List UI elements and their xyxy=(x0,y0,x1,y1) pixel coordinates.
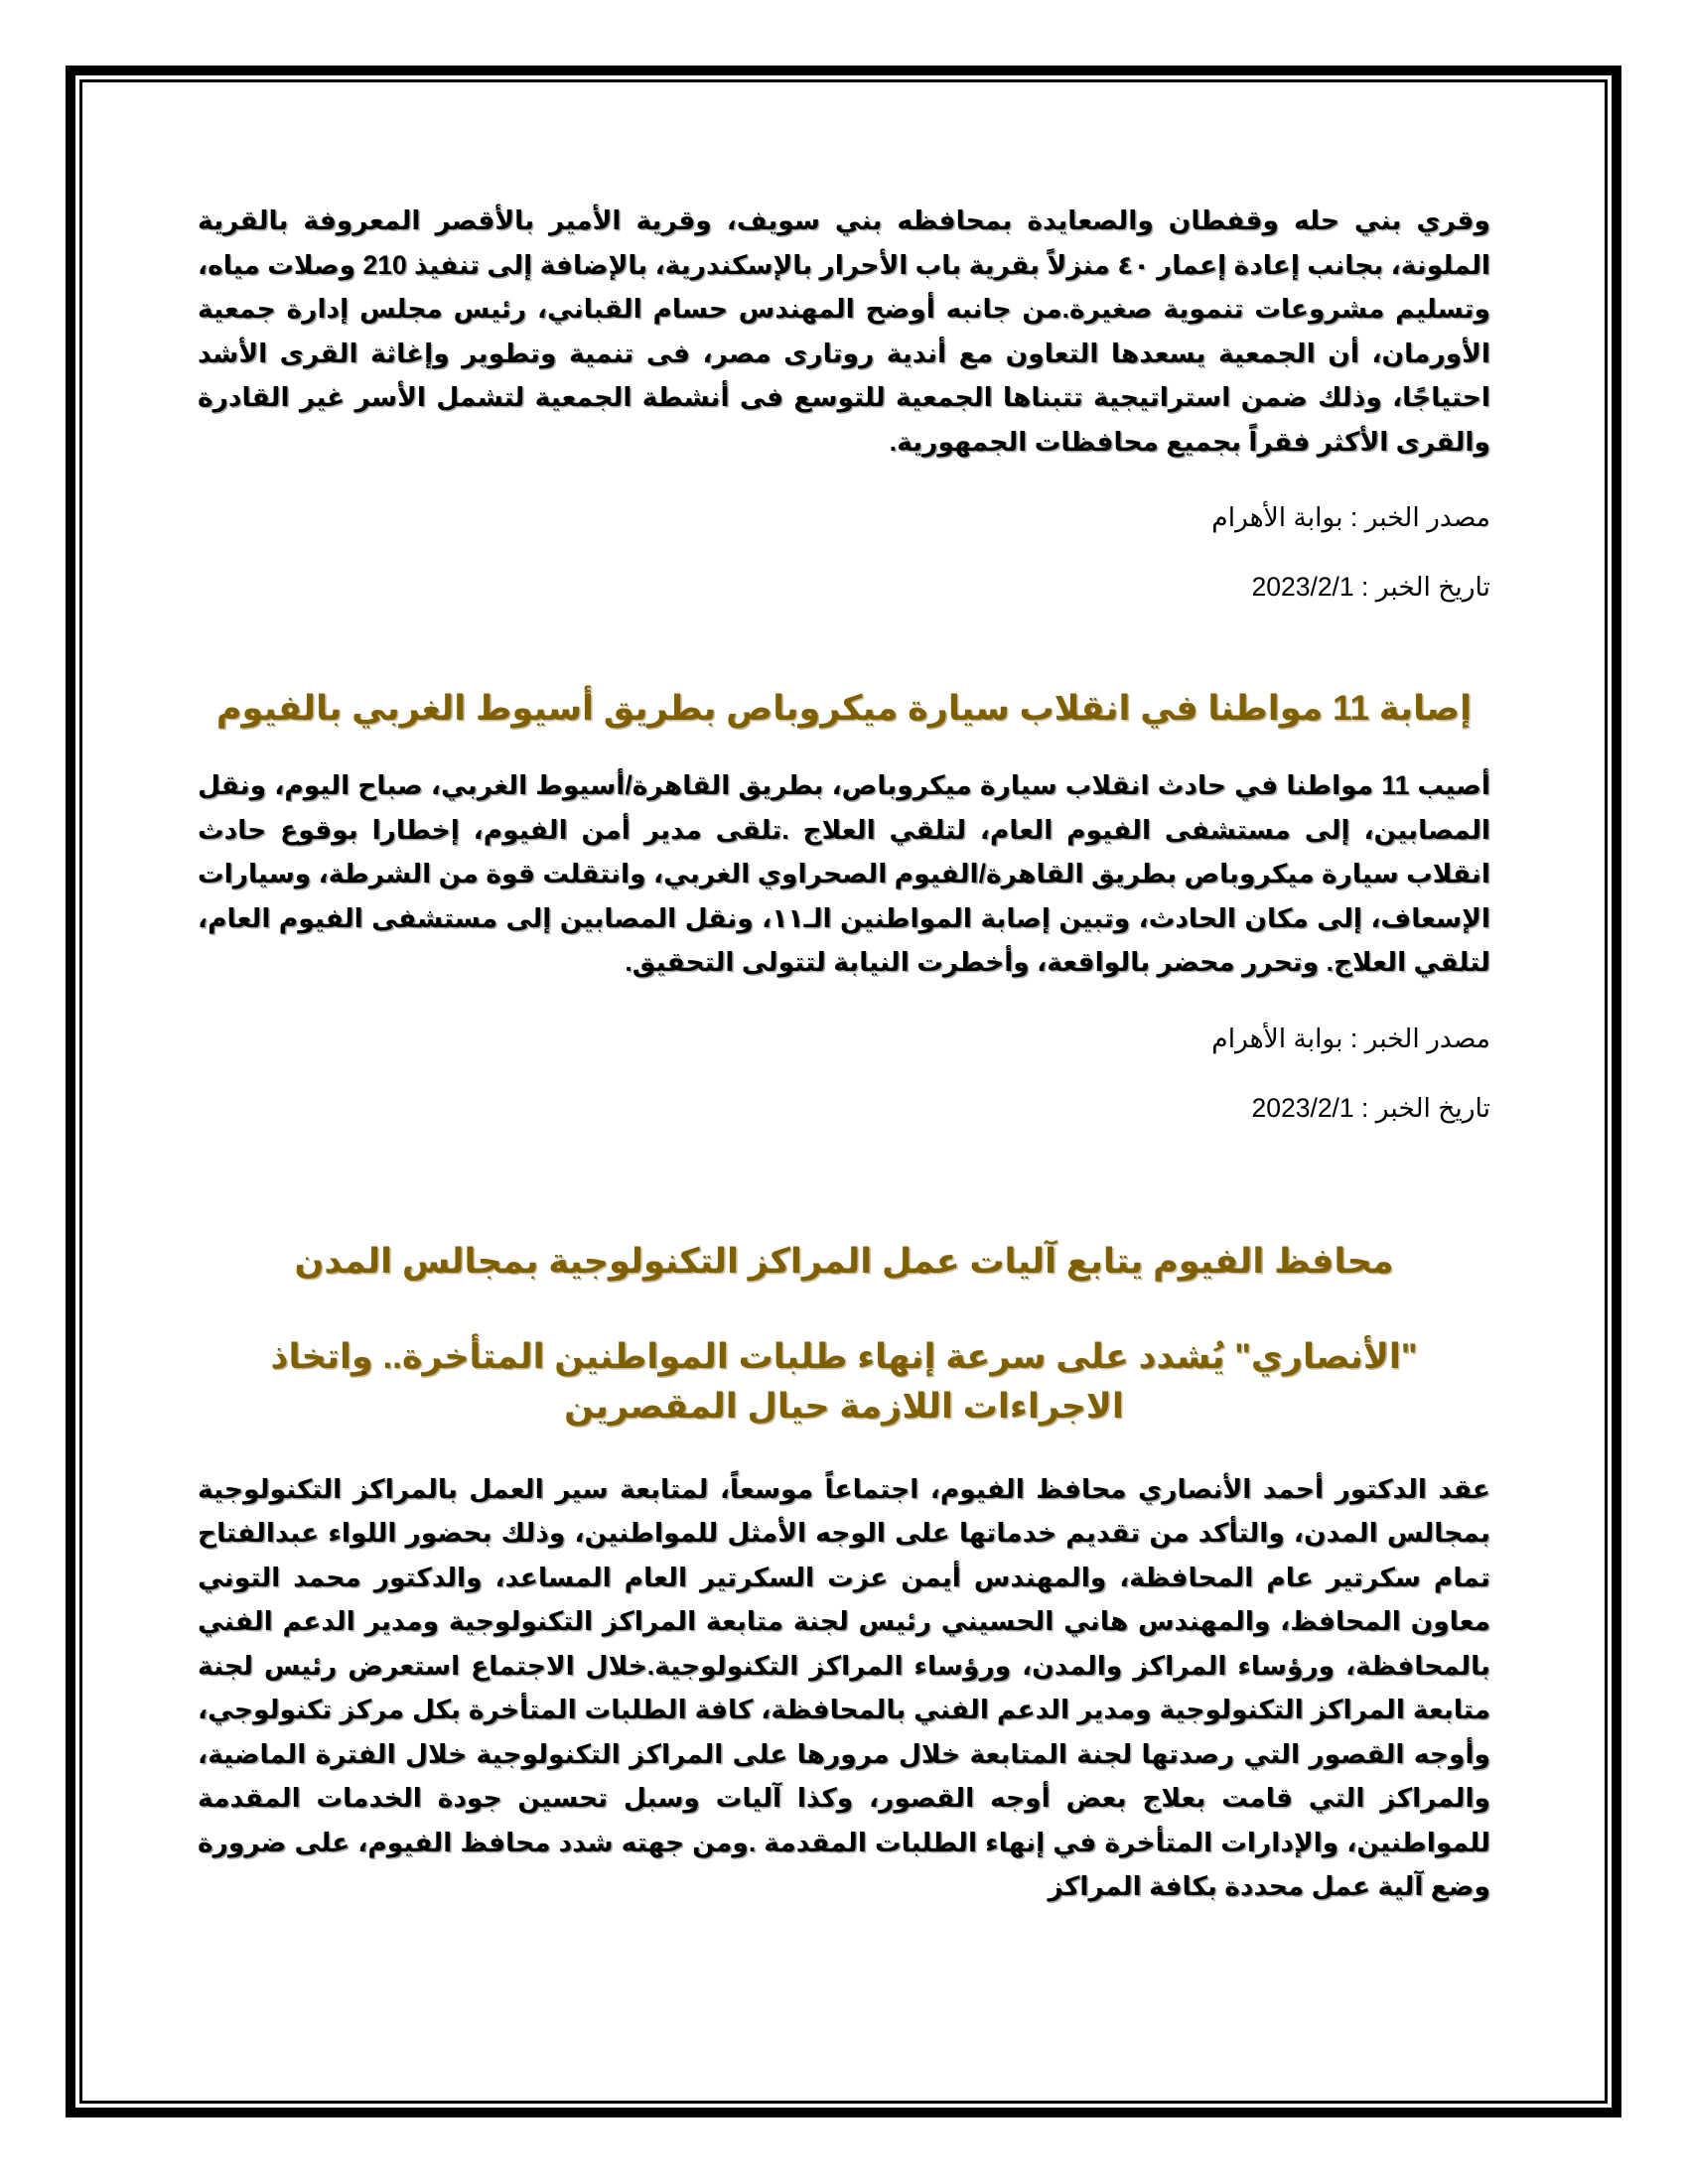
article-1-source: مصدر الخبر : بوابة الأهرام xyxy=(1211,502,1490,532)
article-2-source: مصدر الخبر : بوابة الأهرام xyxy=(1211,1023,1490,1053)
article-3-subheadline: "الأنصاري" يُشدد على سرعة إنهاء طلبات المواطنين المتأخرة.. واتخاذ الاجراءات اللازمة حيال المقصرين xyxy=(270,1336,1418,1426)
article-1-paragraph: وقري بني حله وقفطان والصعايدة بمحافظه بني سويف، وقرية الأمير بالأقصر المعروفة بالقرية الملونة، بجانب إعادة إعمار ٤٠ منزلاً بقرية باب الأحرار بالإسكندرية، بالإضافة إلى تنفيذ 210 وصلات مياه، وتسليم مشروعات تنموية صغيرة.من جانبه أوضح المهندس حسام القباني، رئيس مجلس إدارة جمعية الأورمان، أن الجمعية يسعدها التعاون مع أندية روتارى مصر، فى تنمية وتطوير وإغاثة القرى الأشد احتياجًا، وذلك ضمن استراتيجية تتبناها الجمعية للتوسع فى أنشطة الجمعية لتشمل الأسر غير القادرة والقرى الأكثر فقراً بجميع محافظات الجمهورية. xyxy=(198,205,1490,457)
article-3 xyxy=(198,1237,1490,1909)
document-content xyxy=(198,199,1490,1909)
article-3-paragraph: عقد الدكتور أحمد الأنصاري محافظ الفيوم، اجتماعاً موسعاً، لمتابعة سير العمل بالمراكز التكنولوجية بمجالس المدن، والتأكد من تقديم خدماتها على الوجه الأمثل للمواطنين، وذلك بحضور اللواء عبدالفتاح تمام سكرتير عام المحافظة، والمهندس أيمن عزت السكرتير العام المساعد، والدكتور محمد التوني معاون المحافظ، والمهندس هاني الحسيني رئيس لجنة متابعة المراكز التكنولوجية ومدير الدعم الفني بالمحافظة، ورؤساء المراكز والمدن، ورؤساء المراكز التكنولوجية.خلال الاجتماع استعرض رئيس لجنة متابعة المراكز التكنولوجية ومدير الدعم الفني بالمحافظة، كافة الطلبات المتأخرة بكل مركز تكنولوجي، وأوجه القصور التي رصدتها لجنة المتابعة خلال مرورها على المراكز التكنولوجية خلال الفترة الماضية، والمراكز التي قامت بعلاج بعض أوجه القصور، وكذا آليات وسبل تحسين جودة الخدمات المقدمة للمواطنين، والإدارات المتأخرة في إنهاء الطلبات المقدمة .ومن جهته شدد محافظ الفيوم، على ضرورة وضع آلية عمل محددة بكافة المراكز xyxy=(198,1473,1490,1901)
article-2-headline: إصابة 11 مواطنا في انقلاب سيارة ميكروباص بطريق أسيوط الغربي بالفيوم xyxy=(215,689,1473,728)
article-1-date: تاريخ الخبر : 2023/2/1 xyxy=(1251,572,1490,602)
article-2 xyxy=(198,684,1490,1128)
article-2-paragraph: أصيب 11 مواطنا في حادث انقلاب سيارة ميكروباص، بطريق القاهرة/أسيوط الغربي، صباح اليوم، ونقل المصابين، إلى مستشفى الفيوم العام، لتلقي العلاج .تلقى مدير أمن الفيوم، إخطارا بوقوع حادث انقلاب سيارة ميكروباص بطريق القاهرة/الفيوم الصحراوي الغربي، وانتقلت قوة من الشرطة، وسيارات الإسعاف، إلى مكان الحادث، وتبين إصابة المواطنين الـ١١، ونقل المصابين إلى مستشفى الفيوم العام، لتلقي العلاج. وتحرر محضر بالواقعة، وأخطرت النيابة لتتولى التحقيق. xyxy=(198,770,1490,977)
article-3-headline: محافظ الفيوم يتابع آليات عمل المراكز التكنولوجية بمجالس المدن xyxy=(294,1241,1394,1281)
article-1 xyxy=(198,199,1490,607)
article-2-date: تاريخ الخبر : 2023/2/1 xyxy=(1251,1092,1490,1123)
